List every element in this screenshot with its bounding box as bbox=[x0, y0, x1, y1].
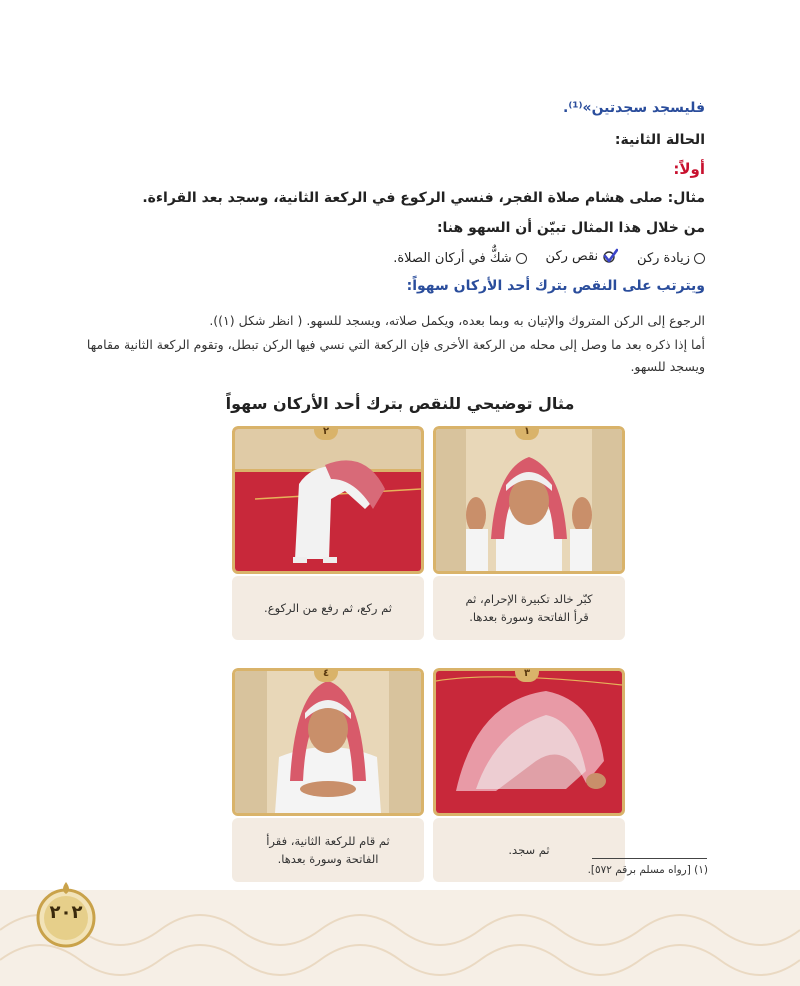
checkmark-icon bbox=[602, 248, 618, 264]
card-caption: كبّر خالد تكبيرة الإحرام، ثم قرأ الفاتحة وسورة بعدها. bbox=[433, 576, 625, 640]
person-prostrating-illustration bbox=[436, 671, 622, 813]
person-takbir-illustration bbox=[436, 429, 622, 571]
quote-end-line: فليسجد سجدتين»⁽¹⁾. bbox=[563, 100, 705, 116]
card-caption: ثم سجد. bbox=[433, 818, 625, 882]
first-heading: أولاً: bbox=[673, 160, 705, 178]
figure-title: مثال توضيحي للنقص بترك أحد الأركان سهواً bbox=[225, 394, 575, 413]
options-row bbox=[85, 248, 705, 268]
radio-circle-icon bbox=[516, 253, 527, 264]
figure-card-4 bbox=[232, 668, 424, 884]
card-number: ١ bbox=[515, 426, 539, 440]
option-label: نقص ركن bbox=[545, 248, 599, 264]
figure-card-3 bbox=[433, 668, 625, 884]
paragraph-2: أما إذا ذكره بعد ما وصل إلى محله من الركعة الأخرى فإن الركعة التي نسي فيها الركن تبطل، وتقوم الركعة الثانية مقامها ويسجد للسهو. bbox=[86, 337, 705, 374]
radio-circle-icon bbox=[694, 253, 705, 264]
photo-standing bbox=[232, 668, 424, 816]
photo-ruku bbox=[232, 426, 424, 574]
photo-sujud bbox=[433, 668, 625, 816]
option-doubt[interactable] bbox=[393, 251, 526, 266]
decorative-border-pattern bbox=[0, 870, 800, 986]
figure-card-1 bbox=[433, 426, 625, 642]
photo-takbir bbox=[433, 426, 625, 574]
card-number: ٣ bbox=[515, 668, 539, 682]
paragraph-1: الرجوع إلى الركن المتروك والإتيان به وبما بعده، ويكمل صلاته، ويسجد للسهو. ( انظر شكل (١)). bbox=[209, 313, 705, 328]
second-case-heading: الحالة الثانية: bbox=[614, 132, 705, 148]
page-number: ٢٠٢ bbox=[49, 902, 83, 923]
question-line: من خلال هذا المثال تبيّن أن السهو هنا: bbox=[436, 220, 705, 236]
person-standing-illustration bbox=[235, 671, 421, 813]
person-bowing-illustration bbox=[235, 429, 421, 571]
footnote-rule bbox=[592, 858, 707, 859]
example-line: مثال: صلى هشام صلاة الفجر، فنسي الركوع في الركعة الثانية، وسجد بعد القراءة. bbox=[142, 190, 705, 206]
card-number: ٢ bbox=[314, 426, 338, 440]
card-caption: ثم قام للركعة الثانية، فقرأ الفاتحة وسورة بعدها. bbox=[232, 818, 424, 882]
figure-card-2 bbox=[232, 426, 424, 642]
card-number: ٤ bbox=[314, 668, 338, 682]
consequence-heading: ويترتب على النقص بترك أحد الأركان سهواً: bbox=[406, 278, 705, 294]
option-label: زيادة ركن bbox=[637, 251, 690, 266]
option-omission[interactable] bbox=[546, 248, 619, 264]
option-label: شكٌّ في أركان الصلاة. bbox=[393, 251, 512, 266]
card-caption: ثم ركع، ثم رفع من الركوع. bbox=[232, 576, 424, 640]
footnote: (١) [رواه مسلم برقم ٥٧٢]. bbox=[587, 864, 708, 876]
option-addition[interactable] bbox=[637, 251, 705, 266]
